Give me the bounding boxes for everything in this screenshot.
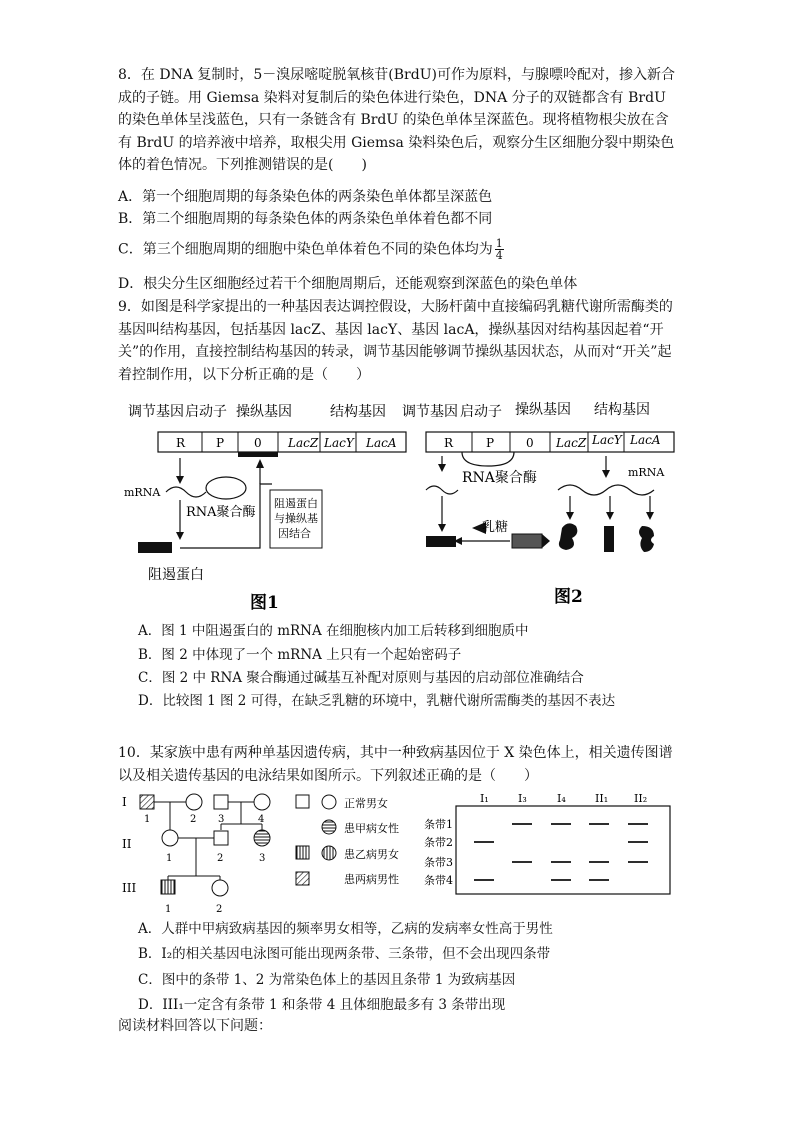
q10-option-c: C．图中的条带 1、2 为常染色体上的基因且条带 1 为致病基因	[138, 972, 516, 988]
fig2-arrow-head	[646, 512, 654, 520]
legend-both-diseases-male	[296, 872, 309, 885]
gel-column-label: II₂	[634, 792, 648, 805]
gel-column-label: I₄	[557, 792, 566, 805]
pedigree-and-electrophoresis	[110, 788, 675, 918]
pedigree-I2	[186, 794, 202, 810]
pedigree-III2	[212, 880, 228, 896]
gel-row-label: 条带1	[424, 818, 453, 831]
fig1-gene-r: R	[176, 436, 186, 450]
gel-column-label: II₁	[595, 792, 609, 805]
ind-III2: 2	[216, 904, 223, 915]
fig1-mrna-label: mRNA	[124, 486, 161, 499]
q9-option-c: C．图 2 中 RNA 聚合酶通过碱基互补配对原则与基因的启动部位准确结合	[138, 670, 584, 686]
fig2-gene-lacy: LacY	[592, 433, 622, 447]
fig1-repressor-on-operator	[238, 452, 278, 457]
legend-disease-a-female	[322, 820, 336, 834]
q8-option-b: B．第二个细胞周期的每条染色体的两条染色单体着色都不同	[118, 211, 493, 227]
q10-stem: 10．某家族中患有两种单基因遗传病，其中一种致病基因位于 X 染色体上，相关遗传图谱以及相关遗传基因的电泳结果如图所示。下列叙述正确的是（ ）	[118, 745, 673, 784]
fig1-gene-o: 0	[254, 436, 262, 450]
ind-II3: 3	[259, 853, 266, 864]
legend-disease-b-male	[296, 846, 309, 859]
fig2-enzyme-3	[639, 526, 654, 552]
fig1-arrow-head	[176, 532, 184, 540]
fraction	[495, 238, 504, 261]
fig2-lactose-label: 乳糖	[482, 520, 509, 535]
fig2-gene-lacz: LacZ	[556, 436, 587, 450]
gen-label-2: II	[122, 837, 132, 851]
pedigree-II1	[162, 830, 178, 846]
fig1-header-structural: 结构基因	[330, 404, 386, 420]
fig1-gene-lacy: LacY	[324, 436, 354, 450]
fig2-repressor-shape	[426, 536, 456, 547]
fig1-header-promoter: 启动子	[185, 404, 227, 420]
fig1-gene-laca: LacA	[366, 436, 397, 450]
q9-option-a: A．图 1 中阻遏蛋白的 mRNA 在细胞核内加工后转移到细胞质中	[138, 623, 529, 639]
fig1-header-regulatory: 调节基因	[128, 404, 184, 420]
fig1-repressor-shape	[138, 542, 172, 553]
legend-text-disease-b: 患乙病男女	[344, 848, 399, 861]
pedigree-I1	[140, 795, 154, 809]
legend-normal-male	[296, 795, 309, 808]
fig2-caption: 图2	[554, 587, 583, 607]
q10-option-d: D．III₁一定含有条带 1 和条带 4 且体细胞最多有 3 条带出现	[138, 997, 506, 1013]
fig2-rnapol-label: RNA聚合酶	[462, 470, 537, 486]
fig2-mrna-long	[558, 485, 654, 495]
ind-I4: 4	[258, 814, 265, 825]
gen-label-3: III	[122, 881, 137, 895]
fig1-mrna-strand	[166, 487, 206, 497]
fig2-gene-o: 0	[526, 436, 534, 450]
pedigree-I4	[254, 794, 270, 810]
q9-stem: 9．如图是科学家提出的一种基因表达调控假设，大肠杆菌中直接编码乳糖代谢所需酶类的基因叫结构基因，包括基因 lacZ、基因 lacY、基因 lacA，操纵基因对结构基因起着“开关”的作用，直接控制结构基因的转录，调节基因能够调节操纵基因状态，从而对“开关”起着控制作用，以下分析正确的是（ ）	[118, 299, 673, 383]
ind-I2: 2	[190, 814, 197, 825]
fig2-mrna-strand	[426, 486, 458, 494]
gel-row-label: 条带4	[424, 874, 453, 887]
fig2-inactive-repressor	[512, 534, 542, 548]
ind-II1: 1	[166, 853, 173, 864]
legend-text-both: 患两病男性	[344, 873, 399, 886]
fig1-arrow-head	[176, 476, 184, 484]
fraction-denominator: 4	[495, 249, 503, 262]
gene-regulation-figure	[110, 396, 680, 618]
legend-normal-female	[322, 795, 336, 809]
ind-II2: 2	[217, 853, 224, 864]
fig2-mrna-label: mRNA	[628, 466, 665, 479]
fig2-arrow-head	[606, 512, 614, 520]
fig2-header-structural: 结构基因	[594, 402, 650, 418]
fraction-numerator: 1	[495, 237, 503, 250]
ind-III1: 1	[165, 904, 172, 915]
fig1-binding-text-3: 因结合	[278, 527, 311, 540]
fig1-header-operator: 操纵基因	[236, 404, 292, 420]
q8-option-a: A．第一个细胞周期的每条染色体的两条染色单体都呈深蓝色	[118, 189, 493, 205]
q10-option-a: A．人群中甲病致病基因的频率男女相等，乙病的发病率女性高于男性	[138, 921, 553, 937]
legend-text-disease-a: 患甲病女性	[344, 822, 399, 835]
q8-stem: 8．在 DNA 复制时，5－溴尿嘧啶脱氧核苷(BrdU)可作为原料，与腺嘌呤配对，掺入新合成的子链。用 Giemsa 染料对复制后的染色体进行染色，DNA 分子的双链都含有 BrdU 的染色单体呈浅蓝色，只有一条链含有 BrdU 的染色单体呈深蓝色。现将植物根尖放在含有 BrdU 的培养液中培养，取根尖用 Giemsa 染料染色后，观察分生区细胞分裂中期染色体的着色情况。下列推测错误的是( )	[118, 67, 675, 173]
fig2-gene-r: R	[444, 436, 454, 450]
fig1-repressor-label: 阻遏蛋白	[148, 567, 204, 583]
fig2-enzyme-1	[559, 523, 577, 550]
pedigree-III1	[161, 880, 175, 894]
fig2-arrow-head	[566, 512, 574, 520]
gel-row-label: 条带3	[424, 856, 453, 869]
fig1-rna-polymerase	[206, 477, 246, 499]
q8-option-d: D．根尖分生区细胞经过若干个细胞周期后，还能观察到深蓝色的染色单体	[118, 276, 578, 292]
fig1-caption: 图1	[250, 593, 279, 613]
legend-disease-b-female	[322, 846, 336, 860]
pedigree-II2	[214, 831, 228, 845]
gel-column-label: I₃	[518, 792, 527, 805]
fig2-inactive-repressor-tip	[542, 534, 550, 548]
q9-option-d: D．比较图 1 图 2 可得，在缺乏乳糖的环境中，乳糖代谢所需酶类的基因不表达	[138, 693, 616, 709]
fig2-header-operator: 操纵基因	[515, 402, 571, 418]
pedigree-I3	[214, 795, 228, 809]
ind-I1: 1	[144, 814, 151, 825]
fig1-binding-text-2: 与操纵基	[274, 512, 318, 525]
fig2-arrow-head	[438, 524, 446, 532]
fig1-gene-lacz: LacZ	[288, 436, 319, 450]
ind-I3: 3	[218, 814, 225, 825]
fig2-gene-p: P	[486, 436, 495, 450]
fig2-header-promoter: 启动子	[460, 404, 502, 420]
footer-prompt: 阅读材料回答以下问题：	[118, 1018, 272, 1034]
gel-row-label: 条带2	[424, 836, 453, 849]
fig2-enzyme-2	[604, 526, 614, 552]
q9-option-b: B．图 2 中体现了一个 mRNA 上只有一个起始密码子	[138, 647, 462, 663]
fig2-gene-laca: LacA	[630, 433, 661, 447]
fig2-rna-polymerase	[462, 452, 514, 466]
pedigree-II3	[254, 830, 270, 846]
fig2-arrow-head	[438, 464, 446, 472]
fig1-rnapol-label: RNA聚合酶	[186, 505, 256, 520]
q8-option-c-text: C．第三个细胞周期的细胞中染色单体着色不同的染色体均为	[118, 241, 493, 258]
q10-option-b: B．I₂的相关基因电泳图可能出现两条带、三条带，但不会出现四条带	[138, 946, 551, 962]
fig2-header-regulatory: 调节基因	[402, 404, 458, 420]
gel-column-label: I₁	[480, 792, 489, 805]
fig1-gene-p: P	[216, 436, 225, 450]
q8-option-c	[118, 238, 678, 261]
fig2-arrow-head	[602, 470, 610, 478]
gen-label-1: I	[122, 795, 127, 809]
fig1-arrow-head	[256, 459, 264, 468]
legend-text-normal: 正常男女	[344, 797, 388, 810]
fig1-binding-text-1: 阻遏蛋白	[274, 497, 318, 510]
